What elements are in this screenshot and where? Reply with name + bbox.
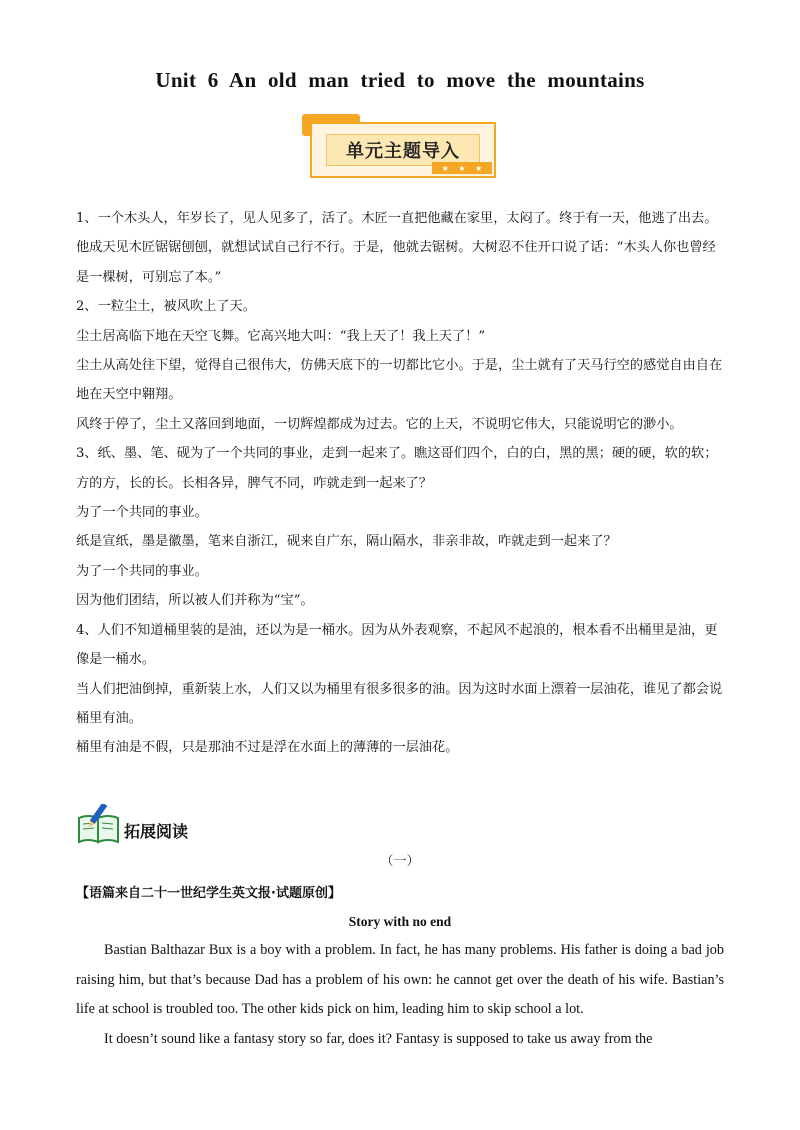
story-paragraph: It doesn’t sound like a fantasy story so far, does it? Fantasy is supposed to take us away from the xyxy=(104,1030,653,1047)
intro-paragraph: 当人们把油倒掉，重新装上水，人们又以为桶里有很多很多的油。因为这时水面上漂着一层油花，谁见了都会说桶里有油。 xyxy=(76,681,723,726)
star-icon: ★ xyxy=(458,163,466,173)
banner-box xyxy=(310,122,496,178)
intro-paragraph: 纸是宣纸，墨是徽墨，笔来自浙江，砚来自广东，隔山隔水，非亲非故，咋就走到一起来了？ xyxy=(76,534,617,550)
intro-paragraph: 2、一粒尘土，被风吹上了天。 xyxy=(76,299,256,315)
intro-paragraph: 尘土居高临下地在天空飞舞。它高兴地大叫：“我上天了！我上天了！” xyxy=(76,328,486,344)
intro-paragraph: 尘土从高处往下望，觉得自己很伟大，仿佛天底下的一切都比它小。于是，尘土就有了天马行空的感觉自由自在地在天空中翱翔。 xyxy=(76,358,723,403)
intro-paragraph: 3、纸、墨、笔、砚为了一个共同的事业，走到一起来了。瞧这哥们四个，白的白，黑的黑；硬的硬，软的软；方的方，长的长。长相各异，脾气不同，咋就走到一起来了？ xyxy=(76,446,718,491)
intro-paragraph: 因为他们团结，所以被人们并称为“宝”。 xyxy=(76,593,314,609)
story-title: Story with no end xyxy=(348,914,452,929)
extended-reading-heading xyxy=(76,804,188,844)
book-pen-icon xyxy=(76,804,122,844)
intro-paragraph: 为了一个共同的事业。 xyxy=(76,563,208,579)
story-paragraph: Bastian Balthazar Bux is a boy with a problem. In fact, he has many problems. His father is doing a bad job raising him, but that’s because Dad has a problem of his own: he cannot get over the death of his wife. Bastian’s life at school is troubled too. The other kids pick on him, leading him to skip school a lot. xyxy=(76,942,724,1018)
intro-text xyxy=(76,204,726,763)
extended-reading-label: 拓展阅读 xyxy=(124,822,189,841)
banner-label: 单元主题导入 xyxy=(326,134,480,166)
intro-paragraph: 为了一个共同的事业。 xyxy=(76,505,208,521)
part-number: （一） xyxy=(380,854,420,869)
unit-theme-banner xyxy=(302,114,498,182)
page-title: Unit 6 An old man tried to move the mountains xyxy=(155,68,645,92)
source-note: 【语篇来自二十一世纪学生英文报·试题原创】 xyxy=(76,886,341,901)
star-icon: ★ xyxy=(475,163,483,173)
intro-paragraph: 他成天见木匠锯锯刨刨，就想试试自己行不行。于是，他就去锯树。大树忍不住开口说了话：“木头人你也曾经是一棵树，可别忘了本。” xyxy=(76,240,716,285)
intro-paragraph: 4、人们不知道桶里装的是油，还以为是一桶水。因为从外表观察，不起风不起浪的，根本看不出桶里是油，更像是一桶水。 xyxy=(76,622,718,668)
intro-paragraph: 风终于停了，尘土又落回到地面，一切辉煌都成为过去。它的上天，不说明它伟大，只能说明它的渺小。 xyxy=(76,416,683,432)
intro-paragraph: 桶里有油是不假，只是那油不过是浮在水面上的薄薄的一层油花。 xyxy=(76,740,459,756)
story-text xyxy=(76,936,724,1054)
intro-paragraph: 1、一个木头人，年岁长了，见人见多了，活了。木匠一直把他藏在家里，太闷了。终于有一天，他逃了出去。 xyxy=(76,211,718,226)
banner-stars xyxy=(432,162,492,174)
star-icon: ★ xyxy=(441,163,449,173)
